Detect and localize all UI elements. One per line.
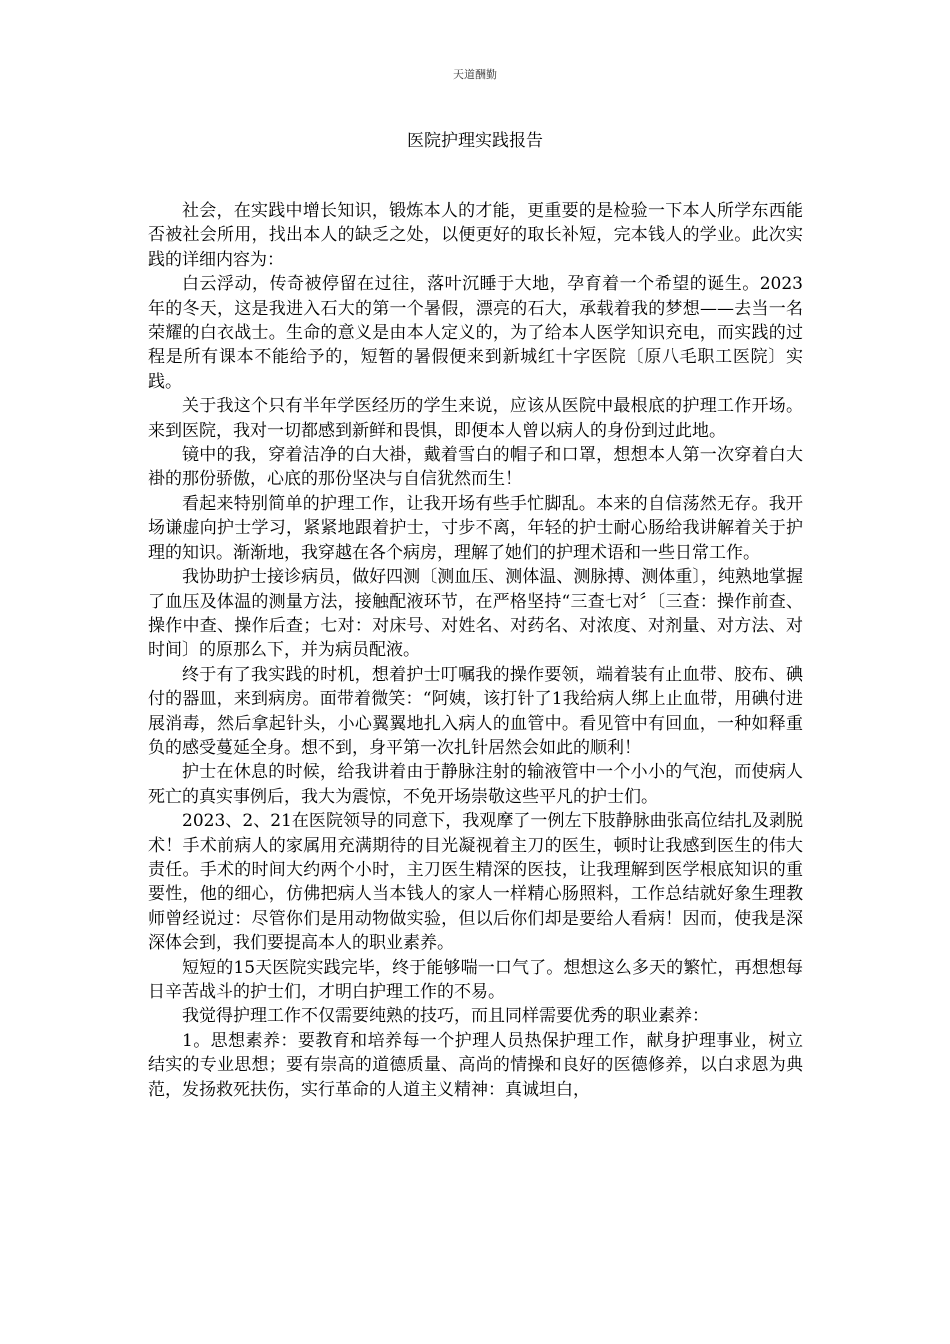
paragraph: 看起来特别简单的护理工作，让我开场有些手忙脚乱。本来的自信荡然无存。我开场谦虚向护士学习，紧紧地跟着护士，寸步不离，年轻的护士耐心肠给我讲解着关于护理的知识。渐渐地，我穿越在各个病房，理解了她们的护理术语和一些日常工作。 [148,493,803,563]
paragraph: 社会，在实践中增长知识，锻炼本人的才能，更重要的是检验一下本人所学东西能否被社会所用，找出本人的缺乏之处，以便更好的取长补短，完本钱人的学业。此次实践的详细内容为： [148,201,803,270]
paragraph: 2023、2、21在医院领导的同意下，我观摩了一例左下肢静脉曲张高位结扎及剥脱术！手术前病人的家属用充满期待的目光凝视着主刀的医生，顿时让我感到医生的伟大责任。手术的时间大约两个小时，主刀医生精深的医技，让我理解到医学根底知识的重要性，他的细心，仿佛把病人当本钱人的家人一样精心肠照料，工作总结就好象生理教师曾经说过：尽管你们是用动物做实验，但以后你们却是要给人看病！因而，使我是深深体会到，我们要提高本人的职业素养。 [148,811,803,954]
paragraph: 终于有了我实践的时机，想着护士叮嘱我的操作要领，端着装有止血带、胶布、碘付的器皿，来到病房。面带着微笑：“阿姨，该打针了1我给病人绑上止血带，用碘付进展消毒，然后拿起针头，小心翼翼地扎入病人的血管中。看见管中有回血，一种如释重负的感受蔓延全身。想不到，身平第一次扎针居然会如此的顺利！ [148,664,803,758]
paragraph: 短短的15天医院实践完毕，终于能够喘一口气了。想想这么多天的繁忙，再想想每日辛苦战斗的护士们，才明白护理工作的不易。 [148,957,803,1002]
paragraph: 护士在休息的时候，给我讲着由于静脉注射的输液管中一个小小的气泡，而使病人死亡的真实事例后，我大为震惊，不免开场崇敬这些平凡的护士们。 [148,762,803,807]
paragraph: 镜中的我，穿着洁净的白大褂，戴着雪白的帽子和口罩，想想本人第一次穿着白大褂的那份骄傲，心底的那份坚决与自信犹然而生！ [148,445,803,490]
paragraph: 白云浮动，传奇被停留在过往，落叶沉睡于大地，孕育着一个希望的诞生。2023年的冬天，这是我进入石大的第一个暑假，漂亮的石大，承载着我的梦想——去当一名荣耀的白衣战士。生命的意义是由本人定义的，为了给本人医学知识充电，而实践的过程是所有课本不能给予的，短暂的暑假便来到新城红十字医院〔原八毛职工医院〕实践。 [148,274,803,392]
page-header: 天道酬勤 [453,68,497,81]
paragraph: 我协助护士接诊病员，做好四测〔测血压、测体温、测脉搏、测体重〕，纯熟地掌握了血压及体温的测量方法，接触配液环节，在严格坚持“三查七对〞〔三查：操作前查、操作中查、操作后查；七对：对床号、对姓名、对药名、对浓度、对剂量、对方法、对时间〕的原那么下，并为病员配液。 [148,567,803,661]
document-title: 医院护理实践报告 [407,131,543,151]
document-body [148,199,803,1102]
paragraph: 关于我这个只有半年学医经历的学生来说，应该从医院中最根底的护理工作开场。来到医院，我对一切都感到新鲜和畏惧，即便本人曾以病人的身份到过此地。 [148,396,803,441]
paragraph: 1。思想素养：要教育和培养每一个护理人员热保护理工作，献身护理事业，树立结实的专业思想；要有崇高的道德质量、高尚的情操和良好的医德修养，以白求恩为典范，发扬救死扶伤，实行革命的人道主义精神：真诚坦白， [148,1030,803,1100]
paragraph: 我觉得护理工作不仅需要纯熟的技巧，而且同样需要优秀的职业素养： [182,1006,709,1027]
